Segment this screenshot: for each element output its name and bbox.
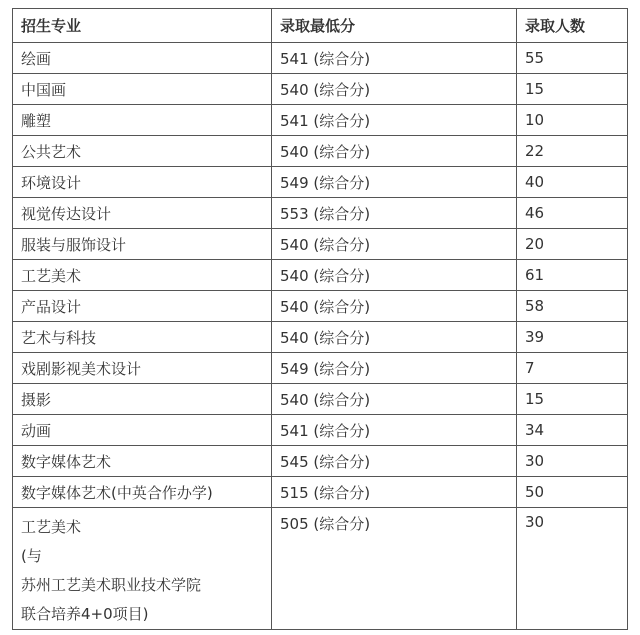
- table-row: [13, 415, 628, 446]
- admission-table-container: [12, 8, 627, 630]
- table-row: [13, 291, 628, 322]
- table-row: [13, 167, 628, 198]
- cell-count: 61: [517, 260, 628, 291]
- cell-min-score: 540 (综合分): [272, 384, 517, 415]
- cell-min-score: 553 (综合分): [272, 198, 517, 229]
- cell-count: 15: [517, 74, 628, 105]
- cell-major: 环境设计: [13, 167, 272, 198]
- cell-min-score: 505 (综合分): [272, 508, 517, 630]
- cell-count: 55: [517, 43, 628, 74]
- cell-major: 工艺美术: [13, 260, 272, 291]
- cell-major: 戏剧影视美术设计: [13, 353, 272, 384]
- cell-major: 绘画: [13, 43, 272, 74]
- cell-min-score: 549 (综合分): [272, 353, 517, 384]
- cell-min-score: 540 (综合分): [272, 291, 517, 322]
- header-min-score: 录取最低分: [272, 9, 517, 43]
- cell-major: 中国画: [13, 74, 272, 105]
- cell-count: 40: [517, 167, 628, 198]
- cell-count: 30: [517, 446, 628, 477]
- table-row: [13, 446, 628, 477]
- table-row-joint-program: [13, 508, 628, 630]
- major-line: 联合培养4+0项目): [21, 605, 149, 623]
- table-row: [13, 260, 628, 291]
- major-line: (与: [21, 547, 42, 565]
- cell-major: 产品设计: [13, 291, 272, 322]
- major-line: 苏州工艺美术职业技术学院: [21, 576, 202, 594]
- table-row: [13, 198, 628, 229]
- cell-major: 艺术与科技: [13, 322, 272, 353]
- cell-min-score: 549 (综合分): [272, 167, 517, 198]
- table-row: [13, 43, 628, 74]
- table-body: [13, 43, 628, 630]
- header-major: 招生专业: [13, 9, 272, 43]
- cell-min-score: 540 (综合分): [272, 260, 517, 291]
- cell-major: 服装与服饰设计: [13, 229, 272, 260]
- cell-major-multiline: [13, 508, 272, 630]
- cell-count: 46: [517, 198, 628, 229]
- cell-major: 数字媒体艺术(中英合作办学): [13, 477, 272, 508]
- admission-scores-table: [12, 8, 628, 630]
- cell-min-score: 541 (综合分): [272, 415, 517, 446]
- table-row: [13, 105, 628, 136]
- cell-major: 雕塑: [13, 105, 272, 136]
- table-row: [13, 74, 628, 105]
- cell-min-score: 541 (综合分): [272, 43, 517, 74]
- cell-count: 22: [517, 136, 628, 167]
- cell-min-score: 515 (综合分): [272, 477, 517, 508]
- table-row: [13, 353, 628, 384]
- cell-count: 30: [517, 508, 628, 630]
- table-row: [13, 384, 628, 415]
- table-row: [13, 229, 628, 260]
- cell-count: 20: [517, 229, 628, 260]
- table-row: [13, 477, 628, 508]
- cell-count: 15: [517, 384, 628, 415]
- cell-major: 公共艺术: [13, 136, 272, 167]
- cell-min-score: 540 (综合分): [272, 322, 517, 353]
- cell-count: 7: [517, 353, 628, 384]
- cell-count: 58: [517, 291, 628, 322]
- cell-min-score: 540 (综合分): [272, 136, 517, 167]
- cell-count: 10: [517, 105, 628, 136]
- cell-count: 50: [517, 477, 628, 508]
- table-row: [13, 136, 628, 167]
- cell-count: 39: [517, 322, 628, 353]
- cell-major: 视觉传达设计: [13, 198, 272, 229]
- table-row: [13, 322, 628, 353]
- cell-min-score: 541 (综合分): [272, 105, 517, 136]
- major-line: 工艺美术: [21, 518, 82, 536]
- cell-min-score: 545 (综合分): [272, 446, 517, 477]
- cell-major: 数字媒体艺术: [13, 446, 272, 477]
- cell-major: 动画: [13, 415, 272, 446]
- table-header-row: [13, 9, 628, 43]
- cell-min-score: 540 (综合分): [272, 229, 517, 260]
- cell-count: 34: [517, 415, 628, 446]
- cell-major: 摄影: [13, 384, 272, 415]
- header-count: 录取人数: [517, 9, 628, 43]
- cell-min-score: 540 (综合分): [272, 74, 517, 105]
